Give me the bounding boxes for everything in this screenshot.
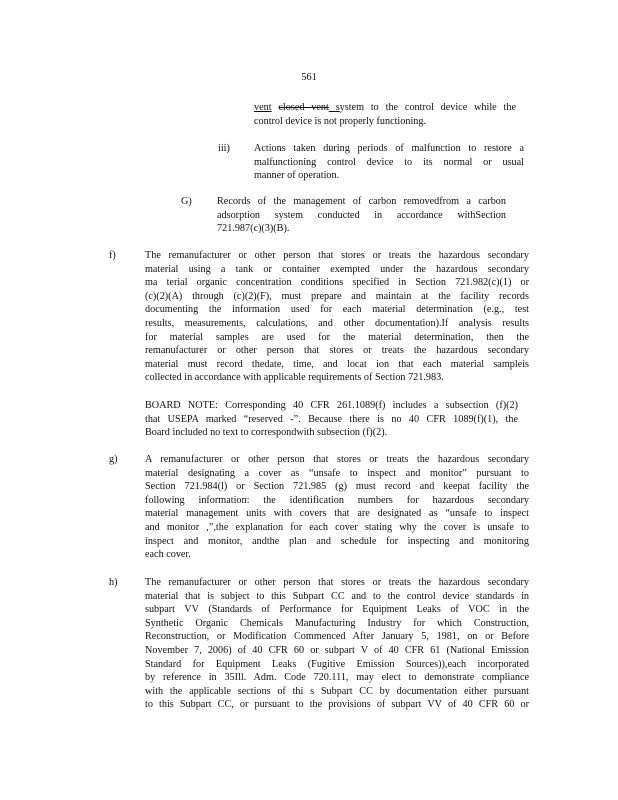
text-line: (c)(2)(A) through (c)(2)(F), must prepare and maintain at the facility records bbox=[145, 290, 529, 302]
text-line: material designating a cover as “unsafe to inspect and monitor” pursuant to bbox=[145, 467, 529, 479]
text-line: inspect and monitor, andthe plan and schedule for inspecting and monitoring bbox=[145, 535, 529, 547]
continued-line-2: control device is not properly functioning. bbox=[254, 115, 427, 127]
item-f-text bbox=[145, 249, 529, 385]
item-iii-text bbox=[254, 142, 524, 183]
item-h-text bbox=[145, 576, 529, 712]
text-line: material that is subject to this Subpart CC and to the control device standards in bbox=[145, 590, 529, 602]
inserted-text: s bbox=[335, 102, 340, 113]
text-line: 721.987(c)(3)(B). bbox=[217, 223, 290, 235]
item-g-label: g) bbox=[109, 454, 118, 465]
text-line: material management units with covers that are designated as “unsafe to inspect bbox=[145, 508, 529, 520]
item-f-label: f) bbox=[109, 250, 116, 261]
inserted-text bbox=[329, 102, 336, 113]
text-line: ma terial organic concentration conditions specified in Section 721.982(c)(1) or bbox=[145, 277, 529, 289]
text-line: subpart VV (Standards of Performance for Equipment Leaks of VOC in the bbox=[145, 604, 529, 616]
text-line: adsorption system conducted in accordance withSection bbox=[217, 209, 506, 221]
text-line: Records of the management of carbon removedfrom a carbon bbox=[217, 196, 506, 207]
text-line: and monitor ,”,the explanation for each cover stating why the cover is unsafe to bbox=[145, 521, 529, 533]
item-G-text bbox=[217, 195, 506, 236]
text-line: Standard for Equipment Leaks (Fugitive Emission Sources)),each incorporated bbox=[145, 658, 529, 670]
item-iii-label: iii) bbox=[218, 143, 230, 154]
inserted-text: vent bbox=[254, 102, 272, 113]
text-span: ystem to the control device while the bbox=[339, 102, 516, 113]
text-line: Reconstruction, or Modification Commenced After January 5, 1981, on or Before bbox=[145, 631, 529, 643]
text-line: results, measurements, calculations, and other documentation).If analysis results bbox=[145, 317, 529, 329]
item-h-label: h) bbox=[109, 577, 118, 588]
text-line: for material samples are used for the material determination, then the bbox=[145, 331, 529, 343]
text-line: material using a tank or container exempted under the hazardous secondary bbox=[145, 263, 529, 275]
text-line: that USEPA marked “reserved -”. Because there is no 40 CFR 1089(f)(1), the bbox=[145, 413, 518, 425]
text-line: Synthetic Organic Chemicals Manufacturing Industry for which Construction, bbox=[145, 617, 529, 629]
text-line: manner of operation. bbox=[254, 170, 340, 182]
text-line: following information: the identification numbers for hazardous secondary bbox=[145, 494, 529, 506]
text-line: Board included no text to correspondwith subsection (f)(2). bbox=[145, 427, 388, 439]
item-g-text bbox=[145, 453, 529, 562]
text-line: Section 721.984(l) or Section 721.985 (g) must record and keepat facility the bbox=[145, 481, 529, 493]
item-G-label: G) bbox=[181, 196, 192, 207]
text-line: Actions taken during periods of malfunction to restore a bbox=[254, 143, 524, 154]
text-line: BOARD NOTE: Corresponding 40 CFR 261.1089(f) includes a subsection (f)(2) bbox=[145, 400, 518, 411]
text-line: The remanufacturer or other person that stores or treats the hazardous secondary bbox=[145, 577, 529, 588]
continued-line-1 bbox=[254, 101, 516, 115]
text-line: malfunctioning control device to its normal or usual bbox=[254, 156, 524, 168]
continued-text bbox=[254, 101, 516, 128]
struck-text: closed vent bbox=[278, 102, 329, 113]
text-line: each cover. bbox=[145, 549, 191, 561]
text-line: material must record thedate, time, and locat ion that each material sampleis bbox=[145, 358, 529, 370]
text-line: by reference in 35Ill. Adm. Code 720.111, may elect to demonstrate compliance bbox=[145, 672, 529, 684]
text-line: collected in accordance with applicable requirements of Section 721.983. bbox=[145, 372, 444, 384]
text-line: remanufacturer or other person that stores or treats the hazardous secondary bbox=[145, 345, 529, 357]
text-line: The remanufacturer or other person that stores or treats the hazardous secondary bbox=[145, 250, 529, 261]
board-note bbox=[145, 399, 518, 440]
text-line: A remanufacturer or other person that stores or treats the hazardous secondary bbox=[145, 454, 529, 465]
text-line: November 7, 2006) of 40 CFR 60 or subpart V of 40 CFR 61 (National Emission bbox=[145, 644, 529, 656]
text-line: to this Subpart CC, or pursuant to the provisions of subpart VV of 40 CFR 60 or bbox=[145, 699, 529, 711]
text-line: with the applicable sections of thi s Subpart CC by documentation either pursuant bbox=[145, 685, 529, 697]
page-number: 561 bbox=[301, 72, 317, 83]
text-line: documenting the information used for each material determination (e.g., test bbox=[145, 304, 529, 316]
